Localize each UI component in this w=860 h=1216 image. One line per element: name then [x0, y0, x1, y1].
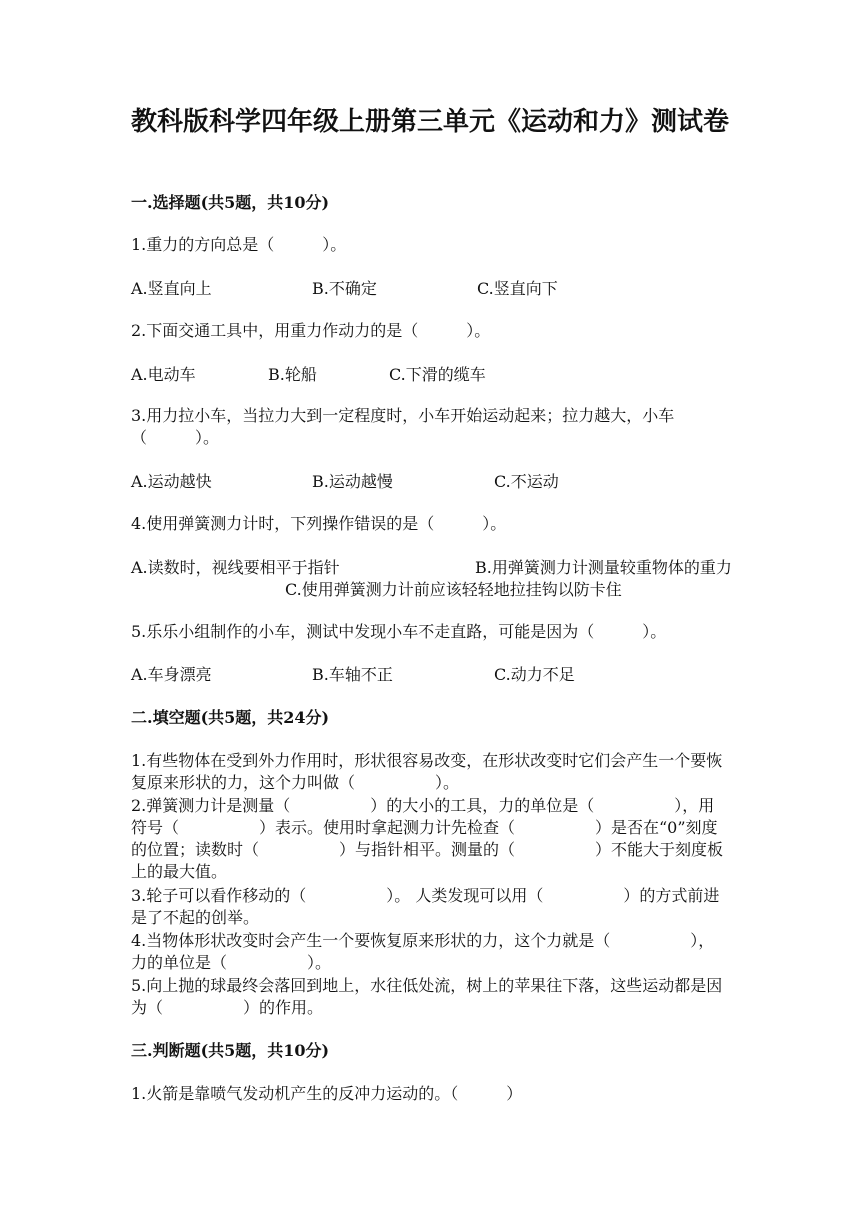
section-heading-choice: 一.选择题(共5题，共10分)	[131, 193, 330, 212]
option-a: A.读数时，视线要相平于指针	[131, 558, 340, 577]
option-a: A.竖直向上	[131, 279, 212, 298]
fill-item: 1.有些物体在受到外力作用时，形状很容易改变，在形状改变时它们会产生一个要恢复原来形状的力，这个力叫做（ ）。	[131, 751, 723, 792]
question-stem: 5.乐乐小组制作的小车，测试中发现小车不走直路，可能是因为（ ）。	[131, 622, 667, 641]
question-stem: 4.使用弹簧测力计时，下列操作错误的是（ ）。	[131, 514, 507, 533]
fill-item: 4.当物体形状改变时会产生一个要恢复原来形状的力，这个力就是（ ），力的单位是（ ）。	[131, 931, 715, 972]
question-stem: 1.重力的方向总是（ ）。	[131, 235, 347, 254]
option-b: B.车轴不正	[312, 665, 393, 684]
option-b: B.轮船	[268, 365, 317, 384]
option-b	[475, 557, 732, 579]
option-c: C.不运动	[494, 472, 559, 491]
option-a: A.运动越快	[131, 472, 212, 491]
option-c: C.使用弹簧测力计前应该轻轻地拉挂钩以防卡住	[285, 580, 622, 599]
option-b: B.不确定	[312, 279, 377, 298]
option-a: A.车身漂亮	[131, 665, 212, 684]
option-c: C.下滑的缆车	[389, 365, 486, 384]
section-heading-fill: 二.填空题(共5题，共24分)	[131, 708, 330, 727]
option-c: C.竖直向下	[477, 279, 558, 298]
option-b-text: B.用弹簧测力计测量较重物体的重力	[475, 558, 732, 577]
fill-item: 5.向上抛的球最终会落回到地上，水往低处流，树上的苹果往下落，这些运动都是因为（ ）的作用。	[131, 976, 723, 1017]
judge-item: 1.火箭是靠喷气发动机产生的反冲力运动的。（ ）	[131, 1084, 523, 1103]
option-b: B.运动越慢	[312, 472, 393, 491]
question-stem: 2.下面交通工具中，用重力作动力的是（ ）。	[131, 321, 491, 340]
option-a: A.电动车	[131, 365, 196, 384]
fill-item: 3.轮子可以看作移动的（ ）。 人类发现可以用（ ）的方式前进是了不起的创举。	[131, 886, 720, 927]
question-stem: 3.用力拉小车，当拉力大到一定程度时，小车开始运动起来；拉力越大，小车（ ）。	[131, 406, 675, 447]
section-heading-judge: 三.判断题(共5题，共10分)	[131, 1041, 330, 1060]
option-c: C.动力不足	[494, 665, 575, 684]
fill-item: 2.弹簧测力计是测量（ ）的大小的工具，力的单位是（ ），用符号（ ）表示。使用时拿起测力计先检查（ ）是否在“0”刻度的位置；读数时（ ）与指针相平。测量的（ ）不能大于刻度板上的最大值。	[131, 796, 724, 881]
page-title: 教科版科学四年级上册第三单元《运动和力》测试卷	[130, 107, 729, 137]
